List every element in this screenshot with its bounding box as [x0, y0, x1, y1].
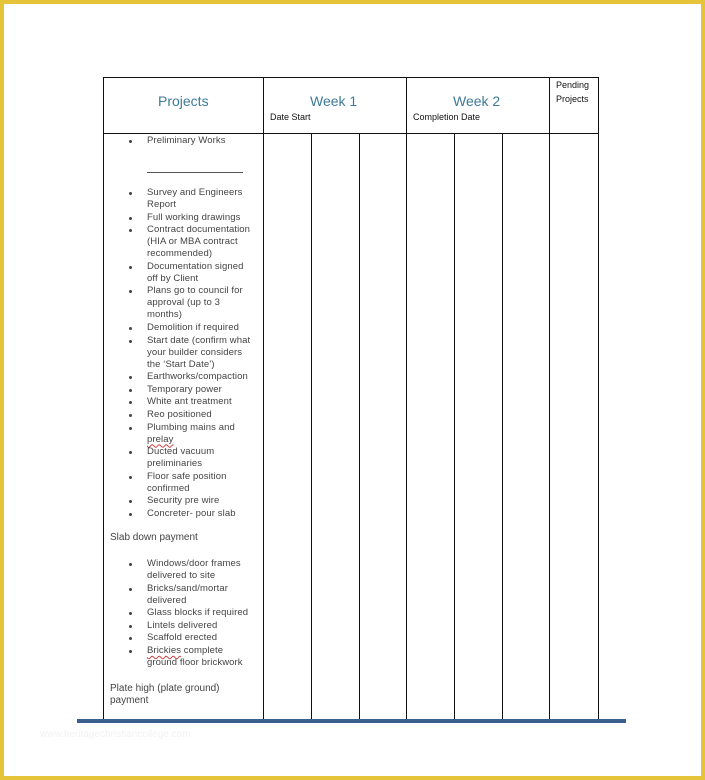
bullet-icon [129, 563, 132, 566]
col-divider-week2 [549, 77, 550, 720]
bullet-icon [129, 588, 132, 591]
blank-line [147, 172, 243, 173]
list-item: Temporary power [147, 383, 222, 395]
bullet-icon [129, 451, 132, 454]
list-item: recommended) [147, 248, 213, 260]
list-item: Glass blocks if required [147, 607, 249, 619]
list-item: Survey and Engineers [147, 187, 243, 198]
bullet-icon [129, 217, 132, 220]
list-item: Preliminary Works [147, 135, 226, 146]
list-item: months) [147, 309, 183, 321]
header-bottom-border [103, 133, 599, 134]
week1-header: Week 1 [310, 93, 358, 109]
bullet-icon [129, 637, 132, 640]
col-divider-w2a [454, 133, 455, 720]
col-divider-week1 [406, 77, 407, 720]
pending-header-line2: Projects [556, 94, 589, 104]
list-item: Security pre wire [147, 495, 220, 507]
bullet-icon [129, 340, 132, 343]
bullet-icon [129, 612, 132, 615]
col-divider-w1b [359, 133, 360, 720]
bullet-icon [129, 401, 132, 404]
bullet-icon [129, 500, 132, 503]
list-item: Concreter- pour slab [147, 508, 236, 519]
week1-subheader: Date Start [270, 112, 311, 122]
table-top-border [103, 77, 599, 78]
projects-header: Projects [158, 93, 209, 109]
list-item: the ‘Start Date’) [147, 358, 215, 370]
list-item: ground floor brickwork [147, 657, 243, 668]
list-item: Contract documentation [147, 224, 251, 236]
schedule-table [103, 77, 599, 720]
list-item: Ducted vacuum [147, 446, 215, 458]
bullet-icon [129, 229, 132, 232]
bullet-icon [129, 192, 132, 195]
bullet-icon [129, 140, 132, 143]
bullet-icon [129, 650, 132, 653]
list-item: White ant treatment [147, 396, 232, 408]
bullet-icon [129, 327, 132, 330]
section-heading-plate-line2: payment [110, 695, 149, 706]
list-item: Start date (confirm what [147, 334, 251, 346]
list-item: delivered [147, 594, 187, 606]
list-item: Full working drawings [147, 211, 241, 223]
watermark-text: www.heritagechristiancollege.com [40, 729, 191, 740]
bullet-icon [129, 376, 132, 379]
bullet-icon [129, 625, 132, 628]
list-item: approval (up to 3 [147, 297, 220, 309]
bullet-icon [129, 427, 132, 430]
list-item: Scaffold erected [147, 632, 218, 644]
section-heading-plate-line1: Plate high (plate ground) [110, 683, 220, 694]
list-item: Report [147, 199, 177, 210]
list-item: delivered to site [147, 570, 216, 581]
table-right-border [598, 77, 599, 720]
bullet-icon [129, 476, 132, 479]
list-item: Reo positioned [147, 409, 212, 420]
pending-header-line1: Pending [556, 80, 590, 90]
bullet-icon [129, 266, 132, 269]
footer-bar [77, 719, 626, 723]
list-item: preliminaries [147, 458, 203, 470]
bullet-icon [129, 389, 132, 392]
list-item: Bricks/sand/mortar [147, 582, 228, 594]
col-divider-w1a [311, 133, 312, 720]
list-item: off by Client [147, 272, 199, 284]
list-item: Brickies complete [147, 645, 224, 656]
list-item: Floor safe position [147, 470, 227, 482]
list-item: confirmed [147, 482, 190, 494]
bullet-icon [129, 290, 132, 293]
list-item: Windows/door frames [147, 558, 241, 569]
list-item: (HIA or MBA contract [147, 236, 238, 248]
list-item: Plans go to council for [147, 285, 243, 297]
list-item: Demolition if required [147, 322, 239, 333]
list-item: your builder considers [147, 346, 243, 358]
bullet-icon [129, 513, 132, 516]
bullet-icon [129, 414, 132, 417]
list-item: Lintels delivered [147, 619, 218, 631]
list-item: prelay [147, 433, 174, 445]
week2-header: Week 2 [453, 93, 501, 109]
week2-subheader: Completion Date [413, 112, 481, 122]
col-divider-projects [263, 77, 264, 720]
list-item: Earthworks/compaction [147, 371, 248, 383]
col-divider-w2b [502, 133, 503, 720]
section-heading-slab: Slab down payment [110, 532, 198, 543]
list-item: Documentation signed [147, 260, 244, 272]
list-item: Plumbing mains and [147, 421, 235, 433]
table-left-border [103, 77, 104, 720]
